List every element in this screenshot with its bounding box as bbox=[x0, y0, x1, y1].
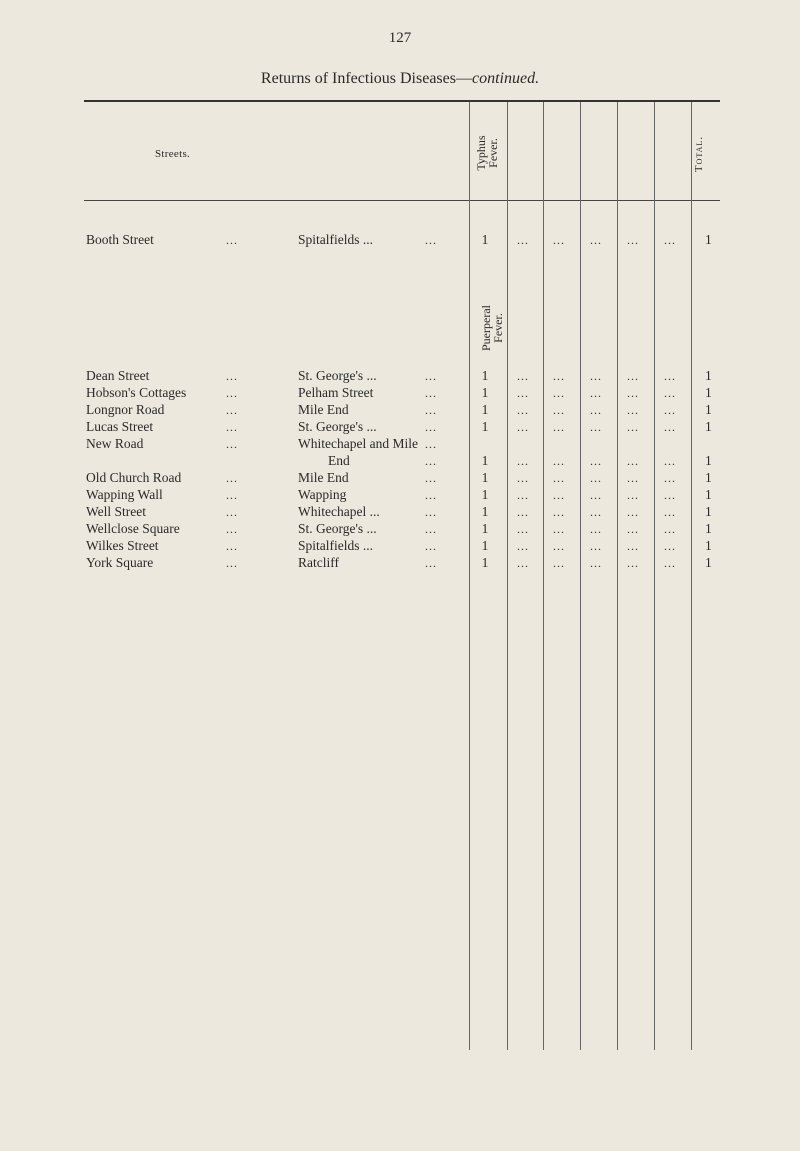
empty-cell: ... bbox=[627, 505, 639, 519]
page-number: 127 bbox=[388, 30, 412, 46]
title-italic: continued. bbox=[471, 70, 540, 87]
case-count: 1 bbox=[481, 232, 489, 247]
empty-cell: ... bbox=[627, 488, 639, 502]
street-name: Booth Street bbox=[86, 232, 154, 247]
empty-cell: ... bbox=[590, 471, 602, 485]
empty-cell: ... bbox=[590, 369, 602, 383]
leader-dots: ... bbox=[226, 233, 238, 247]
empty-cell: ... bbox=[627, 420, 639, 434]
leader-dots: ... bbox=[425, 539, 437, 553]
empty-cell: ... bbox=[664, 403, 676, 417]
table-row bbox=[0, 385, 800, 403]
locality: St. George's ... bbox=[298, 368, 377, 383]
table-row bbox=[0, 368, 800, 386]
table-row bbox=[0, 555, 800, 573]
empty-cell: ... bbox=[627, 539, 639, 553]
table-row bbox=[0, 504, 800, 522]
case-count: 1 bbox=[481, 521, 489, 536]
empty-cell: ... bbox=[590, 539, 602, 553]
puerperal-fever-header: Puerperal Fever. bbox=[479, 305, 505, 351]
street-name: Dean Street bbox=[86, 368, 150, 383]
case-count: 1 bbox=[481, 538, 489, 553]
locality: Wapping bbox=[298, 487, 347, 502]
empty-cell: ... bbox=[664, 369, 676, 383]
empty-cell: ... bbox=[664, 539, 676, 553]
empty-cell: ... bbox=[664, 556, 676, 570]
empty-cell: ... bbox=[553, 420, 565, 434]
empty-cell: ... bbox=[553, 369, 565, 383]
row-total: 1 bbox=[705, 555, 712, 570]
leader-dots: ... bbox=[425, 505, 437, 519]
leader-dots: ... bbox=[425, 420, 437, 434]
table-row bbox=[0, 470, 800, 488]
empty-cell: ... bbox=[627, 369, 639, 383]
empty-cell: ... bbox=[517, 403, 529, 417]
empty-cell: ... bbox=[517, 471, 529, 485]
leader-dots: ... bbox=[226, 556, 238, 570]
empty-cell: ... bbox=[590, 420, 602, 434]
empty-cell: ... bbox=[553, 522, 565, 536]
leader-dots: ... bbox=[425, 437, 437, 451]
page-title bbox=[0, 70, 800, 88]
street-name: Longnor Road bbox=[86, 402, 165, 417]
empty-cell: ... bbox=[627, 556, 639, 570]
empty-cell: ... bbox=[553, 403, 565, 417]
case-count: 1 bbox=[481, 504, 489, 519]
empty-cell: ... bbox=[517, 556, 529, 570]
locality: Whitechapel ... bbox=[298, 504, 380, 519]
empty-cell: ... bbox=[517, 420, 529, 434]
case-count: 1 bbox=[481, 470, 489, 485]
locality: Spitalfields ... bbox=[298, 538, 373, 553]
row-total: 1 bbox=[705, 402, 712, 417]
empty-cell: ... bbox=[627, 454, 639, 468]
leader-dots: ... bbox=[226, 420, 238, 434]
leader-dots: ... bbox=[425, 522, 437, 536]
empty-cell: ... bbox=[664, 505, 676, 519]
empty-cell: ... bbox=[627, 403, 639, 417]
case-count: 1 bbox=[481, 402, 489, 417]
case-count: 1 bbox=[481, 368, 489, 383]
empty-cell: ... bbox=[553, 233, 565, 247]
street-name: Wilkes Street bbox=[86, 538, 159, 553]
empty-cell: ... bbox=[517, 505, 529, 519]
case-count: 1 bbox=[481, 385, 489, 400]
empty-cell: ... bbox=[517, 454, 529, 468]
empty-cell: ... bbox=[590, 386, 602, 400]
table-row bbox=[0, 453, 800, 471]
total-header: Total. bbox=[693, 135, 705, 173]
empty-cell: ... bbox=[590, 522, 602, 536]
row-total: 1 bbox=[705, 385, 712, 400]
empty-cell: ... bbox=[553, 386, 565, 400]
locality: Whitechapel and Mile bbox=[298, 436, 418, 451]
case-count: 1 bbox=[481, 555, 489, 570]
table-row bbox=[0, 402, 800, 420]
empty-cell: ... bbox=[553, 556, 565, 570]
empty-cell: ... bbox=[664, 488, 676, 502]
leader-dots: ... bbox=[226, 539, 238, 553]
empty-cell: ... bbox=[553, 454, 565, 468]
empty-cell: ... bbox=[664, 420, 676, 434]
case-count: 1 bbox=[481, 487, 489, 502]
empty-cell: ... bbox=[627, 522, 639, 536]
locality: St. George's ... bbox=[298, 419, 377, 434]
leader-dots: ... bbox=[226, 369, 238, 383]
empty-cell: ... bbox=[517, 386, 529, 400]
leader-dots: ... bbox=[425, 386, 437, 400]
leader-dots: ... bbox=[425, 471, 437, 485]
empty-cell: ... bbox=[627, 386, 639, 400]
row-total: 1 bbox=[705, 487, 712, 502]
table-row bbox=[0, 419, 800, 437]
locality: Pelham Street bbox=[298, 385, 374, 400]
leader-dots: ... bbox=[425, 233, 437, 247]
empty-cell: ... bbox=[664, 386, 676, 400]
leader-dots: ... bbox=[425, 403, 437, 417]
empty-cell: ... bbox=[553, 539, 565, 553]
empty-cell: ... bbox=[590, 505, 602, 519]
locality: St. George's ... bbox=[298, 521, 377, 536]
empty-cell: ... bbox=[517, 233, 529, 247]
leader-dots: ... bbox=[425, 369, 437, 383]
table-row bbox=[0, 487, 800, 505]
leader-dots: ... bbox=[226, 386, 238, 400]
empty-cell: ... bbox=[517, 539, 529, 553]
table-top-rule bbox=[84, 100, 720, 102]
row-total: 1 bbox=[705, 470, 712, 485]
row-total: 1 bbox=[705, 521, 712, 536]
row-total: 1 bbox=[705, 232, 712, 247]
empty-cell: ... bbox=[664, 233, 676, 247]
leader-dots: ... bbox=[226, 488, 238, 502]
empty-cell: ... bbox=[627, 471, 639, 485]
empty-cell: ... bbox=[590, 454, 602, 468]
locality: Ratcliff bbox=[298, 555, 339, 570]
table-row bbox=[0, 436, 800, 454]
street-name: Lucas Street bbox=[86, 419, 154, 434]
row-total: 1 bbox=[705, 419, 712, 434]
table-row bbox=[0, 232, 800, 250]
table-row bbox=[0, 538, 800, 556]
empty-cell: ... bbox=[553, 471, 565, 485]
case-count: 1 bbox=[481, 453, 489, 468]
case-count: 1 bbox=[481, 419, 489, 434]
table-header-rule bbox=[84, 200, 720, 201]
street-name: York Square bbox=[86, 555, 154, 570]
row-total: 1 bbox=[705, 453, 712, 468]
row-total: 1 bbox=[705, 368, 712, 383]
empty-cell: ... bbox=[664, 454, 676, 468]
empty-cell: ... bbox=[517, 522, 529, 536]
empty-cell: ... bbox=[627, 233, 639, 247]
row-total: 1 bbox=[705, 538, 712, 553]
street-name: Wellclose Square bbox=[86, 521, 180, 536]
empty-cell: ... bbox=[590, 556, 602, 570]
empty-cell: ... bbox=[517, 369, 529, 383]
empty-cell: ... bbox=[664, 522, 676, 536]
street-name: New Road bbox=[86, 436, 144, 451]
streets-header: Streets. bbox=[155, 148, 191, 160]
typhus-fever-header: Typhus Fever. bbox=[474, 135, 500, 171]
empty-cell: ... bbox=[553, 488, 565, 502]
table-row bbox=[0, 521, 800, 539]
empty-cell: ... bbox=[590, 403, 602, 417]
street-name: Hobson's Cottages bbox=[86, 385, 187, 400]
leader-dots: ... bbox=[226, 471, 238, 485]
locality: Mile End bbox=[298, 402, 349, 417]
leader-dots: ... bbox=[425, 488, 437, 502]
street-name: Wapping Wall bbox=[86, 487, 163, 502]
locality: Mile End bbox=[298, 470, 349, 485]
leader-dots: ... bbox=[226, 403, 238, 417]
leader-dots: ... bbox=[226, 505, 238, 519]
locality-continued: End bbox=[328, 453, 350, 468]
empty-cell: ... bbox=[517, 488, 529, 502]
empty-cell: ... bbox=[553, 505, 565, 519]
leader-dots: ... bbox=[226, 437, 238, 451]
leader-dots: ... bbox=[226, 522, 238, 536]
leader-dots: ... bbox=[425, 556, 437, 570]
row-total: 1 bbox=[705, 504, 712, 519]
empty-cell: ... bbox=[590, 488, 602, 502]
title-main: Returns of Infectious Diseases— bbox=[260, 70, 472, 87]
empty-cell: ... bbox=[664, 471, 676, 485]
locality: Spitalfields ... bbox=[298, 232, 373, 247]
street-name: Well Street bbox=[86, 504, 147, 519]
leader-dots: ... bbox=[425, 454, 437, 468]
street-name: Old Church Road bbox=[86, 470, 182, 485]
empty-cell: ... bbox=[590, 233, 602, 247]
